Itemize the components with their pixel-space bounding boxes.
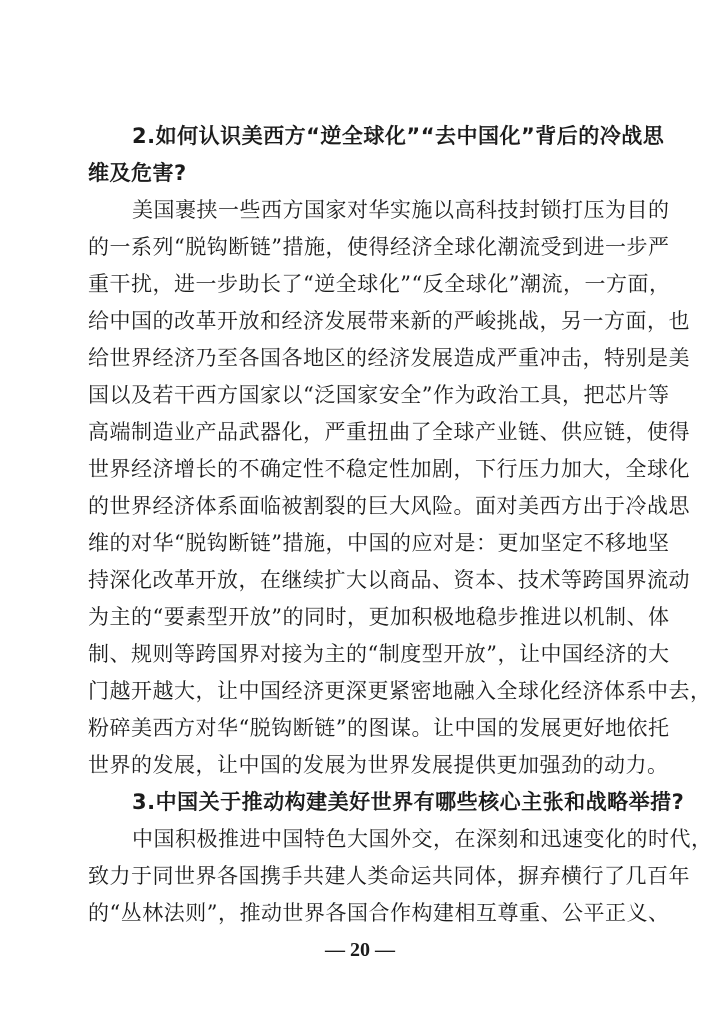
section-2-paragraph-line: 维的对华“脱钩断链”措施，中国的应对是：更加坚定不移地坚 — [88, 531, 670, 555]
section-2-paragraph-line: 持深化改革开放，在继续扩大以商品、资本、技术等跨国界流动 — [88, 568, 690, 592]
section-2-paragraph-line: 的世界经济体系面临被割裂的巨大风险。面对美西方出于冷战思 — [88, 494, 690, 518]
section-2-paragraph-line: 为主的“要素型开放”的同时，更加积极地稳步推进以机制、体 — [88, 605, 670, 629]
section-3-paragraph-line: 中国积极推进中国特色大国外交，在深刻和迅速变化的时代， — [132, 827, 713, 851]
section-2-heading-line-2: 维及危害? — [88, 161, 187, 185]
section-3-paragraph-line: 的“丛林法则”，推动世界各国合作构建相互尊重、公平正义、 — [88, 901, 670, 925]
section-3-heading: 3.中国关于推动构建美好世界有哪些核心主张和战略举措? — [132, 790, 685, 814]
section-2-paragraph-line: 世界经济增长的不确定性不稳定性加剧，下行压力加大，全球化 — [88, 457, 690, 481]
section-2-paragraph-line: 门越开越大，让中国经济更深更紧密地融入全球化经济体系中去， — [88, 679, 712, 703]
section-2-paragraph-line: 高端制造业产品武器化，严重扭曲了全球产业链、供应链，使得 — [88, 420, 690, 444]
page-number: — 20 — — [325, 939, 395, 961]
section-2-paragraph-line: 粉碎美西方对华“脱钩断链”的图谋。让中国的发展更好地依托 — [88, 716, 670, 740]
section-2-paragraph-line: 给世界经济乃至各国各地区的经济发展造成严重冲击，特别是美 — [88, 346, 690, 370]
section-2-paragraph-line: 世界的发展，让中国的发展为世界发展提供更加强劲的动力。 — [88, 753, 669, 777]
section-2-paragraph-line: 美国裹挟一些西方国家对华实施以高科技封锁打压为目的 — [132, 198, 670, 222]
section-2-paragraph-line: 重干扰，进一步助长了“逆全球化”“反全球化”潮流，一方面， — [88, 272, 671, 296]
section-2-paragraph-line: 给中国的改革开放和经济发展带来新的严峻挑战，另一方面，也 — [88, 309, 690, 333]
section-2-heading-line-1: 2.如何认识美西方“逆全球化”“去中国化”背后的冷战思 — [132, 124, 665, 148]
section-2-paragraph-line: 制、规则等跨国界对接为主的“制度型开放”，让中国经济的大 — [88, 642, 670, 666]
section-3-paragraph-line: 致力于同世界各国携手共建人类命运共同体，摒弃横行了几百年 — [88, 864, 690, 888]
section-2-paragraph-line: 国以及若干西方国家以“泛国家安全”作为政治工具，把芯片等 — [88, 383, 670, 407]
section-2-paragraph-line: 的一系列“脱钩断链”措施，使得经济全球化潮流受到进一步严 — [88, 235, 670, 259]
